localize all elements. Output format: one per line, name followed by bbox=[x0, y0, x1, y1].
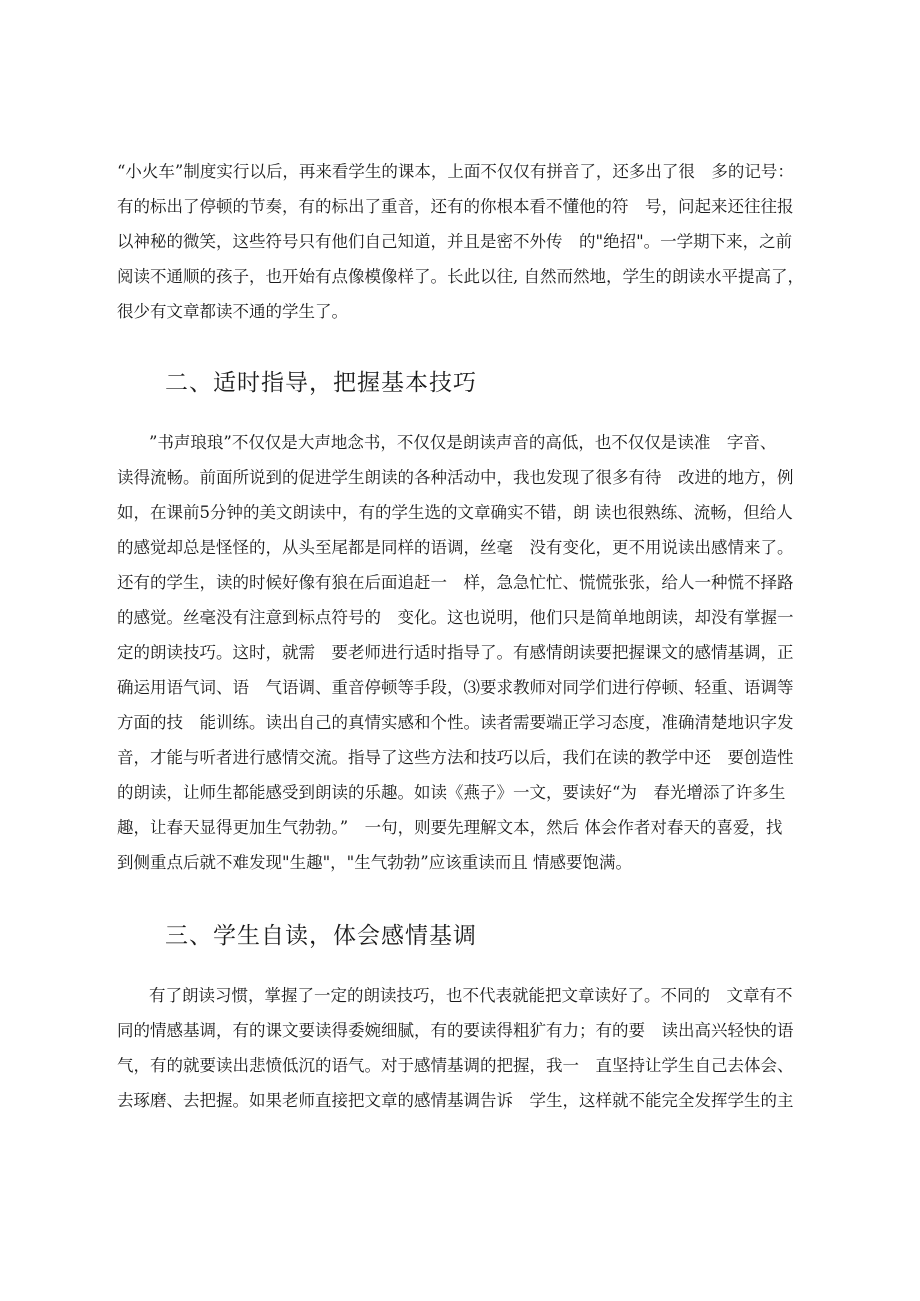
paragraph-2-line: 的朗读，让师生都能感受到朗读的乐趣。如读《燕子》一文，要读好“为 春光增添了许多生 bbox=[117, 783, 786, 802]
section-heading-3: 三、学生自读，体会感情基调 bbox=[165, 923, 477, 949]
paragraph-2-line: 定的朗读技巧。这时，就需 要老师进行适时指导了。有感情朗读要把握课文的感情基调，正 bbox=[117, 643, 794, 662]
paragraph-2-line: 如，在课前5分钟的美文朗读中，有的学生选的文章确实不错，朗 读也很熟练、流畅，但给人 bbox=[117, 503, 793, 522]
section-heading-2: 二、适时指导，把握基本技巧 bbox=[165, 370, 477, 396]
paragraph-2-line: 还有的学生，读的时候好像有狼在后面追赶一 样，急急忙忙、慌慌张张，给人一种慌不择路 bbox=[117, 573, 794, 592]
paragraph-2-line: 的感觉。丝毫没有注意到标点符号的 变化。这也说明，他们只是简单地朗读，却没有掌握一 bbox=[117, 608, 794, 627]
paragraph-2-line: 趣，让春天显得更加生气勃勃。” 一句，则要先理解文本，然后 体会作者对春天的喜爱，找 bbox=[117, 818, 783, 837]
paragraph-2-line: 确运用语气词、语 气语调、重音停顿等手段，⑶要求教师对同学们进行停顿、轻重、语调等 bbox=[117, 678, 794, 697]
paragraph-1-line: 很少有文章都读不通的学生了。 bbox=[117, 302, 348, 321]
paragraph-1-line: 阅读不通顺的孩子，也开始有点像模像样了。长此以往, 自然而然地，学生的朗读水平提高了， bbox=[117, 267, 804, 286]
paragraph-3-line: 有了朗读习惯，掌握了一定的朗读技巧，也不代表就能把文章读好了。不同的 文章有不 bbox=[149, 986, 793, 1005]
paragraph-2-line: 方面的技 能训练。读出自己的真情实感和个性。读者需要端正学习态度，准确清楚地识字发 bbox=[117, 713, 794, 732]
paragraph-1-line: “小火车”制度实行以后，再来看学生的课本，上面不仅仅有拼音了，还多出了很 多的记号： bbox=[117, 162, 794, 181]
paragraph-3-line: 气，有的就要读出悲愤低沉的语气。对于感情基调的把握，我一 直坚持让学生自己去体会、 bbox=[117, 1056, 794, 1075]
paragraph-2-line: 的感觉却总是怪怪的，从头至尾都是同样的语调，丝毫 没有变化，更不用说读出感情来了。 bbox=[117, 538, 794, 557]
paragraph-1-line: 有的标出了停顿的节奏，有的标出了重音，还有的你根本看不懂他的符 号，问起来还往往报 bbox=[117, 197, 794, 216]
paragraph-2-line: ”书声琅琅”不仅仅是大声地念书，不仅仅是朗读声音的高低，也不仅仅是读准 字音、 bbox=[149, 433, 777, 452]
paragraph-3-line: 去琢磨、去把握。如果老师直接把文章的感情基调告诉 学生，这样就不能完全发挥学生的主 bbox=[117, 1091, 794, 1110]
paragraph-2-line: 音，才能与听者进行感情交流。指导了这些方法和技巧以后，我们在读的教学中还 要创造性 bbox=[117, 748, 794, 767]
paragraph-1-line: 以神秘的微笑，这些符号只有他们自己知道，并且是密不外传 的"绝招"。一学期下来，之前 bbox=[117, 232, 793, 251]
paragraph-2-line: 读得流畅。前面所说到的促进学生朗读的各种活动中，我也发现了很多有待 改进的地方，例 bbox=[117, 468, 794, 487]
paragraph-2-line: 到侧重点后就不难发现"生趣"，"生气勃勃”应该重读而且 情感要饱满。 bbox=[117, 853, 632, 872]
paragraph-3-line: 同的情感基调，有的课文要读得委婉细腻，有的要读得粗犷有力；有的要 读出高兴轻快的语 bbox=[117, 1021, 794, 1040]
